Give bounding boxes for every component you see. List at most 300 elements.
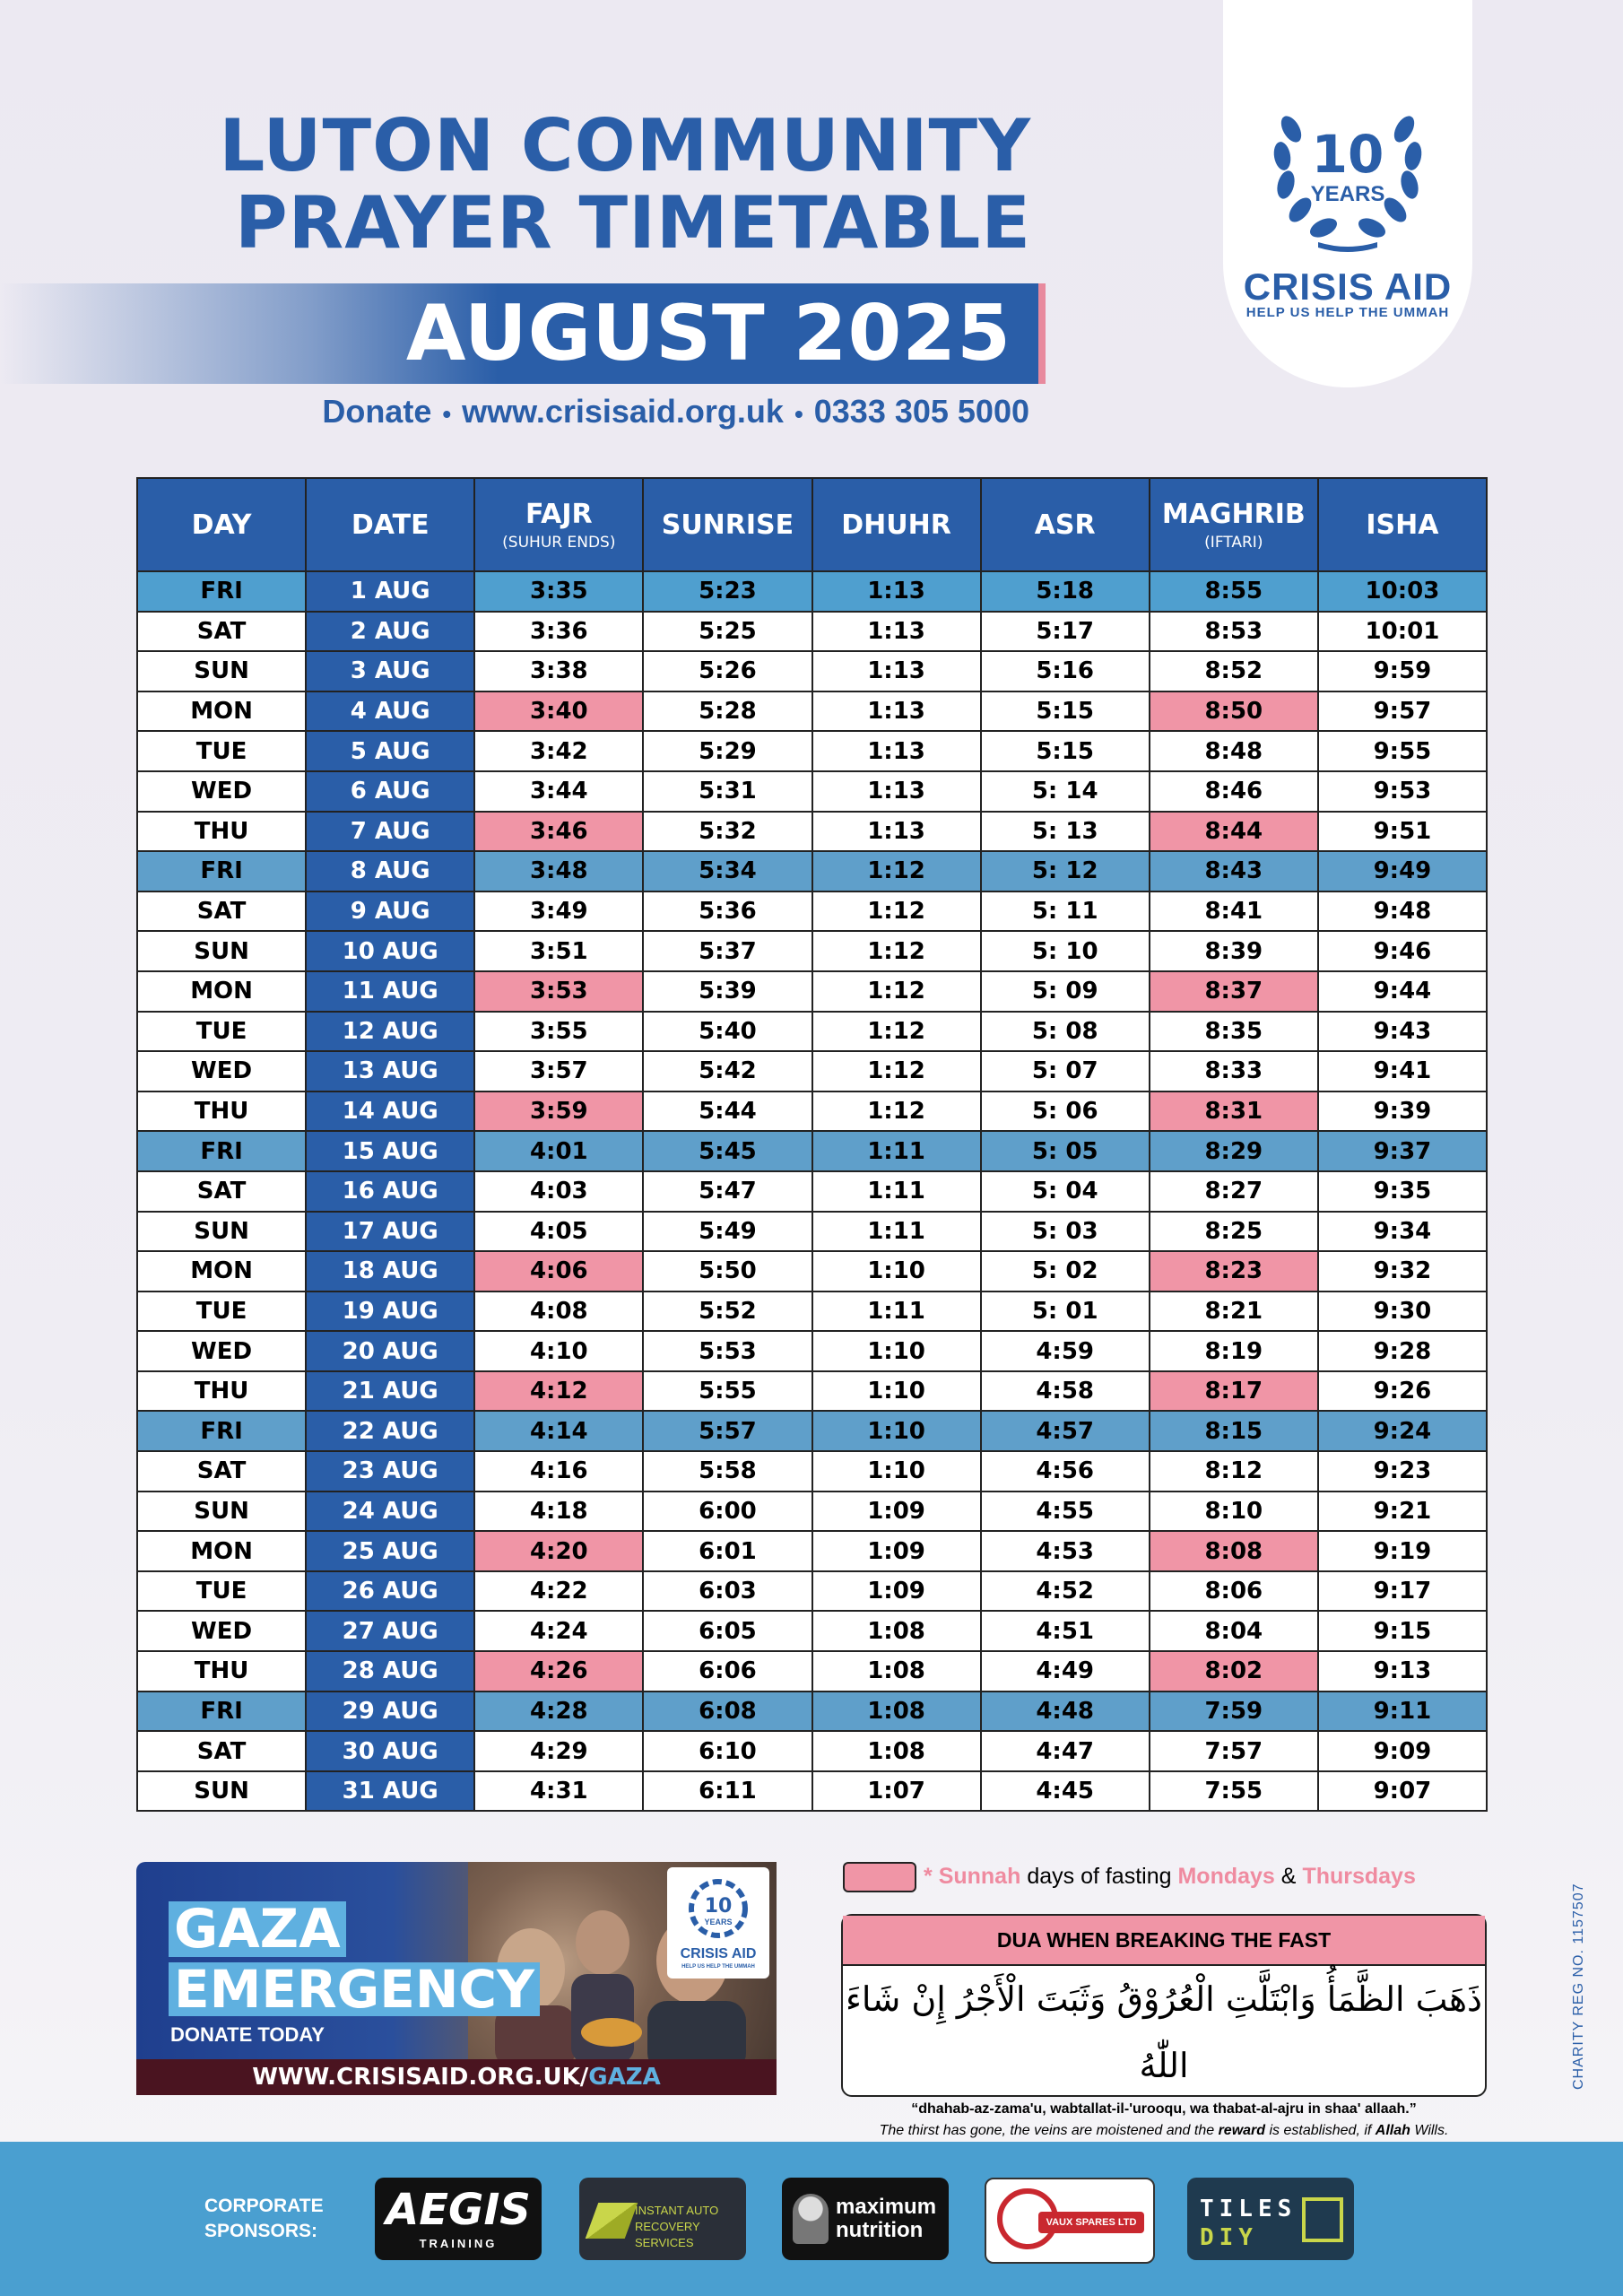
- cell-sunrise: 5:37: [643, 931, 812, 971]
- cell-isha: 9:41: [1318, 1051, 1487, 1091]
- cell-dhuhr: 1:10: [812, 1411, 981, 1451]
- cell-day: THU: [137, 1651, 306, 1692]
- cell-dhuhr: 1:09: [812, 1492, 981, 1532]
- charity-reg-number: CHARITY REG NO. 1157507: [1571, 1883, 1586, 2090]
- instant-auto-text: INSTANT AUTO RECOVERY SERVICES: [635, 2204, 719, 2249]
- sponsor-instant-auto-logo[interactable]: [579, 2178, 746, 2260]
- cell-fajr: 3:35: [474, 571, 643, 612]
- cell-asr: 5: 12: [981, 851, 1150, 891]
- legend-mondays: Mondays: [1177, 1864, 1275, 1889]
- header-dhuhr: DHUHR: [812, 478, 981, 571]
- legend-sunnah: Sunnah: [938, 1864, 1021, 1889]
- cell-isha: 10:03: [1318, 571, 1487, 612]
- table-row: [137, 1051, 1487, 1091]
- cell-isha: 9:46: [1318, 931, 1487, 971]
- dua-translation-part3: Wills.: [1410, 2123, 1449, 2138]
- cell-date: 19 AUG: [306, 1292, 474, 1332]
- cell-sunrise: 5:28: [643, 691, 812, 732]
- cell-isha: 9:21: [1318, 1492, 1487, 1532]
- cell-dhuhr: 1:13: [812, 571, 981, 612]
- cell-fajr: 3:51: [474, 931, 643, 971]
- dua-translation-allah: Allah: [1375, 2123, 1410, 2138]
- mini-logo-name: CRISIS AID: [680, 1946, 757, 1961]
- gaza-url[interactable]: [136, 2059, 777, 2095]
- cell-dhuhr: 1:12: [812, 851, 981, 891]
- cell-day: FRI: [137, 851, 306, 891]
- cell-dhuhr: 1:10: [812, 1251, 981, 1292]
- table-row: [137, 812, 1487, 852]
- sponsor-vaux-spares-logo[interactable]: [985, 2178, 1155, 2264]
- cell-dhuhr: 1:08: [812, 1651, 981, 1692]
- cell-fajr: 4:06: [474, 1251, 643, 1292]
- cell-isha: 9:24: [1318, 1411, 1487, 1451]
- table-row: [137, 731, 1487, 771]
- vaux-spares-text: VAUX SPARES LTD: [1038, 2212, 1144, 2233]
- month-banner: [0, 283, 1038, 384]
- cell-asr: 4:47: [981, 1731, 1150, 1771]
- cell-maghrib: 8:46: [1150, 771, 1318, 812]
- cell-day: SUN: [137, 931, 306, 971]
- cell-isha: 9:53: [1318, 771, 1487, 812]
- table-row: [137, 612, 1487, 652]
- cell-fajr: 4:10: [474, 1331, 643, 1371]
- cell-fajr: 3:49: [474, 891, 643, 932]
- logo-years-label: YEARS: [1310, 182, 1385, 206]
- prayer-timetable: [136, 477, 1488, 1812]
- sponsor-tiles-diy-logo[interactable]: [1187, 2178, 1354, 2260]
- cell-maghrib: 8:10: [1150, 1492, 1318, 1532]
- cell-date: 14 AUG: [306, 1091, 474, 1132]
- cell-day: FRI: [137, 571, 306, 612]
- sponsor-aegis-logo[interactable]: [375, 2178, 542, 2260]
- cell-sunrise: 6:06: [643, 1651, 812, 1692]
- cell-fajr: 3:42: [474, 731, 643, 771]
- cell-asr: 4:49: [981, 1651, 1150, 1692]
- cell-isha: 9:32: [1318, 1251, 1487, 1292]
- cell-day: FRI: [137, 1411, 306, 1451]
- cell-isha: 9:23: [1318, 1451, 1487, 1492]
- cell-maghrib: 8:19: [1150, 1331, 1318, 1371]
- laurel-wreath-icon: [1264, 93, 1431, 255]
- cell-sunrise: 5:47: [643, 1171, 812, 1212]
- instant-auto-mark-icon: [586, 2203, 638, 2239]
- donate-link[interactable]: Donate: [322, 393, 432, 430]
- cell-sunrise: 5:58: [643, 1451, 812, 1492]
- cell-maghrib: 8:44: [1150, 812, 1318, 852]
- cell-asr: 5: 09: [981, 971, 1150, 1012]
- cell-date: 15 AUG: [306, 1131, 474, 1171]
- table-row: [137, 891, 1487, 932]
- cell-day: MON: [137, 1531, 306, 1571]
- title-block: [0, 104, 1040, 265]
- table-row: [137, 1571, 1487, 1612]
- mini-laurel-icon: [667, 1867, 769, 1948]
- cell-maghrib: 8:08: [1150, 1531, 1318, 1571]
- cell-asr: 5: 01: [981, 1292, 1150, 1332]
- cell-date: 23 AUG: [306, 1451, 474, 1492]
- diy-text: DIY: [1200, 2224, 1258, 2251]
- month-title: AUGUST 2025: [405, 289, 1011, 378]
- legend-amp: &: [1280, 1864, 1297, 1889]
- cell-fajr: 3:40: [474, 691, 643, 732]
- cell-sunrise: 5:57: [643, 1411, 812, 1451]
- mini-crisis-aid-logo: [667, 1867, 769, 1979]
- cell-day: SAT: [137, 1451, 306, 1492]
- cell-fajr: 4:24: [474, 1611, 643, 1651]
- cell-maghrib: 8:17: [1150, 1371, 1318, 1412]
- cell-maghrib: 7:57: [1150, 1731, 1318, 1771]
- header-date: DATE: [306, 478, 474, 571]
- table-row: [137, 1331, 1487, 1371]
- cell-dhuhr: 1:10: [812, 1451, 981, 1492]
- legend-marker: *: [924, 1864, 933, 1889]
- cell-asr: 4:45: [981, 1771, 1150, 1812]
- cell-asr: 5:15: [981, 691, 1150, 732]
- cell-day: TUE: [137, 1012, 306, 1052]
- cell-date: 2 AUG: [306, 612, 474, 652]
- cell-date: 30 AUG: [306, 1731, 474, 1771]
- legend-text: [924, 1862, 1416, 1891]
- cell-dhuhr: 1:11: [812, 1212, 981, 1252]
- cell-sunrise: 6:03: [643, 1571, 812, 1612]
- cell-fajr: 4:18: [474, 1492, 643, 1532]
- cell-asr: 4:48: [981, 1692, 1150, 1732]
- cell-isha: 9:49: [1318, 851, 1487, 891]
- cell-day: THU: [137, 1371, 306, 1412]
- cell-fajr: 3:44: [474, 771, 643, 812]
- dua-box: [841, 1914, 1487, 2138]
- cell-asr: 5: 02: [981, 1251, 1150, 1292]
- cell-day: THU: [137, 1091, 306, 1132]
- cell-dhuhr: 1:07: [812, 1771, 981, 1812]
- cell-fajr: 4:01: [474, 1131, 643, 1171]
- maximum-line1: maximum: [836, 2195, 937, 2219]
- cell-asr: 4:56: [981, 1451, 1150, 1492]
- cell-asr: 5: 05: [981, 1131, 1150, 1171]
- cell-date: 18 AUG: [306, 1251, 474, 1292]
- cell-fajr: 4:29: [474, 1731, 643, 1771]
- cell-fajr: 4:28: [474, 1692, 643, 1732]
- cell-asr: 5: 11: [981, 891, 1150, 932]
- cell-sunrise: 5:50: [643, 1251, 812, 1292]
- table-row: [137, 1651, 1487, 1692]
- sunnah-legend: [841, 1862, 1487, 1892]
- sponsors-footer: [0, 2142, 1623, 2296]
- cell-maghrib: 8:25: [1150, 1212, 1318, 1252]
- header-fajr-sub: (SUHUR ENDS): [502, 533, 616, 552]
- cell-maghrib: 8:37: [1150, 971, 1318, 1012]
- cell-maghrib: 8:39: [1150, 931, 1318, 971]
- cell-isha: 9:59: [1318, 651, 1487, 691]
- table-row: [137, 1611, 1487, 1651]
- cell-date: 5 AUG: [306, 731, 474, 771]
- maximum-nutrition-text: [836, 2196, 936, 2242]
- cell-day: TUE: [137, 1292, 306, 1332]
- cell-sunrise: 6:01: [643, 1531, 812, 1571]
- cell-date: 13 AUG: [306, 1051, 474, 1091]
- cell-fajr: 4:08: [474, 1292, 643, 1332]
- cell-day: THU: [137, 812, 306, 852]
- cell-sunrise: 5:44: [643, 1091, 812, 1132]
- cell-sunrise: 5:25: [643, 612, 812, 652]
- logo-name: CRISIS AID: [1243, 265, 1453, 308]
- dua-title: DUA WHEN BREAKING THE FAST: [843, 1916, 1485, 1966]
- header-maghrib-sub: (IFTARI): [1204, 533, 1263, 552]
- table-row: [137, 931, 1487, 971]
- cell-asr: 5: 14: [981, 771, 1150, 812]
- table-row: [137, 1131, 1487, 1171]
- cell-maghrib: 8:33: [1150, 1051, 1318, 1091]
- mini-logo-tagline: HELP US HELP THE UMMAH: [681, 1964, 755, 1970]
- cell-isha: 9:26: [1318, 1371, 1487, 1412]
- cell-asr: 4:55: [981, 1492, 1150, 1532]
- cell-dhuhr: 1:08: [812, 1611, 981, 1651]
- cell-sunrise: 5:31: [643, 771, 812, 812]
- cell-date: 17 AUG: [306, 1212, 474, 1252]
- maximum-line2: nutrition: [836, 2218, 924, 2242]
- table-row: [137, 1012, 1487, 1052]
- table-row: [137, 691, 1487, 732]
- cell-fajr: 3:46: [474, 812, 643, 852]
- cell-asr: 5: 03: [981, 1212, 1150, 1252]
- cell-day: SUN: [137, 1212, 306, 1252]
- cell-isha: 9:44: [1318, 971, 1487, 1012]
- cell-day: WED: [137, 771, 306, 812]
- cell-sunrise: 6:00: [643, 1492, 812, 1532]
- cell-isha: 9:11: [1318, 1692, 1487, 1732]
- dua-translation-part1: The thirst has gone, the veins are moistened and the: [879, 2123, 1219, 2138]
- cell-isha: 9:43: [1318, 1012, 1487, 1052]
- cell-maghrib: 7:59: [1150, 1692, 1318, 1732]
- athlete-icon: [793, 2194, 829, 2244]
- cell-isha: 9:15: [1318, 1611, 1487, 1651]
- table-header-row: [137, 478, 1487, 571]
- cell-asr: 4:52: [981, 1571, 1150, 1612]
- table-row: [137, 1451, 1487, 1492]
- cell-maghrib: 8:29: [1150, 1131, 1318, 1171]
- legend-thursdays: Thursdays: [1302, 1864, 1416, 1889]
- cell-isha: 9:57: [1318, 691, 1487, 732]
- phone-number[interactable]: 0333 305 5000: [813, 393, 1029, 430]
- cell-date: 10 AUG: [306, 931, 474, 971]
- cell-dhuhr: 1:12: [812, 1012, 981, 1052]
- cell-dhuhr: 1:11: [812, 1131, 981, 1171]
- cell-sunrise: 5:55: [643, 1371, 812, 1412]
- aegis-sub-text: TRAINING: [419, 2237, 498, 2250]
- cell-dhuhr: 1:13: [812, 812, 981, 852]
- legend-swatch: [843, 1862, 916, 1892]
- cell-date: 4 AUG: [306, 691, 474, 732]
- house-icon: [1302, 2197, 1343, 2242]
- cell-fajr: 3:53: [474, 971, 643, 1012]
- cell-asr: 5: 04: [981, 1171, 1150, 1212]
- cell-maghrib: 8:35: [1150, 1012, 1318, 1052]
- cell-maghrib: 8:27: [1150, 1171, 1318, 1212]
- website-link[interactable]: www.crisisaid.org.uk: [462, 393, 784, 430]
- table-row: [137, 1531, 1487, 1571]
- cell-maghrib: 8:48: [1150, 731, 1318, 771]
- cell-date: 11 AUG: [306, 971, 474, 1012]
- cell-sunrise: 6:08: [643, 1692, 812, 1732]
- cell-sunrise: 5:45: [643, 1131, 812, 1171]
- cell-sunrise: 5:26: [643, 651, 812, 691]
- separator: •: [794, 400, 803, 428]
- title-line-2: PRAYER TIMETABLE: [235, 181, 1031, 265]
- sponsor-maximum-nutrition-logo[interactable]: [782, 2178, 949, 2260]
- cell-fajr: 3:48: [474, 851, 643, 891]
- mini-logo-years: YEARS: [704, 1918, 733, 1926]
- table-row: [137, 1171, 1487, 1212]
- cell-asr: 5:18: [981, 571, 1150, 612]
- mini-logo-number: 10: [704, 1895, 733, 1918]
- table-row: [137, 1692, 1487, 1732]
- cell-isha: 9:07: [1318, 1771, 1487, 1812]
- cell-maghrib: 8:52: [1150, 651, 1318, 691]
- cell-date: 22 AUG: [306, 1411, 474, 1451]
- cell-fajr: 4:26: [474, 1651, 643, 1692]
- cell-fajr: 3:57: [474, 1051, 643, 1091]
- cell-maghrib: 8:31: [1150, 1091, 1318, 1132]
- cell-maghrib: 8:02: [1150, 1651, 1318, 1692]
- dua-arabic: ذَهَبَ الظَّمَأُ وَابْتَلَّتِ الْعُرُوْقُ وَثَبَتَ الْأَجْرُ إِنْ شَاءَ اللّٰهُ: [846, 1979, 1482, 2085]
- dua-translation: [843, 2120, 1485, 2142]
- table-row: [137, 771, 1487, 812]
- cell-fajr: 4:12: [474, 1371, 643, 1412]
- table-body: [137, 571, 1487, 1811]
- cell-sunrise: 5:29: [643, 731, 812, 771]
- table-row: [137, 1411, 1487, 1451]
- header-asr: ASR: [981, 478, 1150, 571]
- logo-years-number: 10: [1311, 124, 1384, 185]
- cell-sunrise: 5:23: [643, 571, 812, 612]
- logo-tagline: HELP US HELP THE UMMAH: [1245, 305, 1450, 320]
- cell-day: WED: [137, 1611, 306, 1651]
- cell-day: FRI: [137, 1131, 306, 1171]
- cell-dhuhr: 1:13: [812, 691, 981, 732]
- title-line-1: LUTON COMMUNITY: [219, 104, 1031, 187]
- cell-date: 24 AUG: [306, 1492, 474, 1532]
- cell-day: MON: [137, 691, 306, 732]
- header-sunrise: SUNRISE: [643, 478, 812, 571]
- cell-isha: 9:37: [1318, 1131, 1487, 1171]
- table-row: [137, 1251, 1487, 1292]
- cell-dhuhr: 1:12: [812, 891, 981, 932]
- cell-day: MON: [137, 1251, 306, 1292]
- cell-maghrib: 8:50: [1150, 691, 1318, 732]
- cell-isha: 9:30: [1318, 1292, 1487, 1332]
- cell-date: 31 AUG: [306, 1771, 474, 1812]
- cell-maghrib: 8:53: [1150, 612, 1318, 652]
- cell-sunrise: 5:36: [643, 891, 812, 932]
- cell-isha: 10:01: [1318, 612, 1487, 652]
- cell-asr: 5: 08: [981, 1012, 1150, 1052]
- cell-dhuhr: 1:08: [812, 1731, 981, 1771]
- cell-asr: 5:15: [981, 731, 1150, 771]
- header-isha: ISHA: [1318, 478, 1487, 571]
- cell-date: 12 AUG: [306, 1012, 474, 1052]
- table-row: [137, 1212, 1487, 1252]
- gaza-url-suffix: GAZA: [588, 2064, 661, 2091]
- aegis-text: AEGIS: [386, 2185, 531, 2235]
- cell-fajr: 4:16: [474, 1451, 643, 1492]
- sponsors-label-line2: SPONSORS:: [204, 2221, 318, 2241]
- table-row: [137, 1731, 1487, 1771]
- cell-isha: 9:35: [1318, 1171, 1487, 1212]
- cell-maghrib: 8:06: [1150, 1571, 1318, 1612]
- cell-dhuhr: 1:09: [812, 1531, 981, 1571]
- cell-date: 9 AUG: [306, 891, 474, 932]
- cell-date: 25 AUG: [306, 1531, 474, 1571]
- cell-dhuhr: 1:09: [812, 1571, 981, 1612]
- table-row: [137, 651, 1487, 691]
- cell-isha: 9:09: [1318, 1731, 1487, 1771]
- dua-transliteration: “dhahab-az-zama'u, wabtallat-il-'urooqu, wa thabat-al-ajru in shaa' allaah.”: [911, 2101, 1417, 2117]
- cell-asr: 4:58: [981, 1371, 1150, 1412]
- cell-dhuhr: 1:13: [812, 731, 981, 771]
- table-row: [137, 971, 1487, 1012]
- cell-sunrise: 5:49: [643, 1212, 812, 1252]
- table-row: [137, 1492, 1487, 1532]
- table-row: [137, 1091, 1487, 1132]
- cell-isha: 9:55: [1318, 731, 1487, 771]
- cell-sunrise: 5:40: [643, 1012, 812, 1052]
- cell-day: SAT: [137, 1731, 306, 1771]
- cell-sunrise: 5:53: [643, 1331, 812, 1371]
- cell-fajr: 4:20: [474, 1531, 643, 1571]
- cell-dhuhr: 1:08: [812, 1692, 981, 1732]
- table-row: [137, 851, 1487, 891]
- cell-sunrise: 6:11: [643, 1771, 812, 1812]
- cell-dhuhr: 1:12: [812, 1051, 981, 1091]
- cell-asr: 5:16: [981, 651, 1150, 691]
- cell-fajr: 3:38: [474, 651, 643, 691]
- sponsors-label: [204, 2194, 324, 2244]
- cell-dhuhr: 1:13: [812, 612, 981, 652]
- cell-maghrib: 8:12: [1150, 1451, 1318, 1492]
- cell-date: 29 AUG: [306, 1692, 474, 1732]
- cell-asr: 4:53: [981, 1531, 1150, 1571]
- cell-date: 28 AUG: [306, 1651, 474, 1692]
- cell-day: TUE: [137, 731, 306, 771]
- cell-day: TUE: [137, 1571, 306, 1612]
- gaza-url-prefix: WWW.CRISISAID.ORG.UK/: [252, 2064, 589, 2091]
- gaza-emergency-banner[interactable]: [136, 1862, 777, 2095]
- cell-sunrise: 6:05: [643, 1611, 812, 1651]
- cell-sunrise: 6:10: [643, 1731, 812, 1771]
- header-day: DAY: [137, 478, 306, 571]
- cell-maghrib: 8:04: [1150, 1611, 1318, 1651]
- cell-dhuhr: 1:11: [812, 1171, 981, 1212]
- cell-date: 27 AUG: [306, 1611, 474, 1651]
- cell-maghrib: 8:55: [1150, 571, 1318, 612]
- cell-dhuhr: 1:12: [812, 971, 981, 1012]
- cell-asr: 4:51: [981, 1611, 1150, 1651]
- cell-asr: 5: 06: [981, 1091, 1150, 1132]
- cell-date: 1 AUG: [306, 571, 474, 612]
- cell-asr: 5: 10: [981, 931, 1150, 971]
- cell-dhuhr: 1:11: [812, 1292, 981, 1332]
- cell-maghrib: 8:23: [1150, 1251, 1318, 1292]
- cell-dhuhr: 1:12: [812, 1091, 981, 1132]
- cell-maghrib: 8:21: [1150, 1292, 1318, 1332]
- cell-isha: 9:48: [1318, 891, 1487, 932]
- table-row: [137, 571, 1487, 612]
- cell-asr: 4:57: [981, 1411, 1150, 1451]
- cell-fajr: 4:03: [474, 1171, 643, 1212]
- cell-maghrib: 8:43: [1150, 851, 1318, 891]
- legend-middle: days of fasting: [1027, 1864, 1172, 1889]
- cell-fajr: 4:14: [474, 1411, 643, 1451]
